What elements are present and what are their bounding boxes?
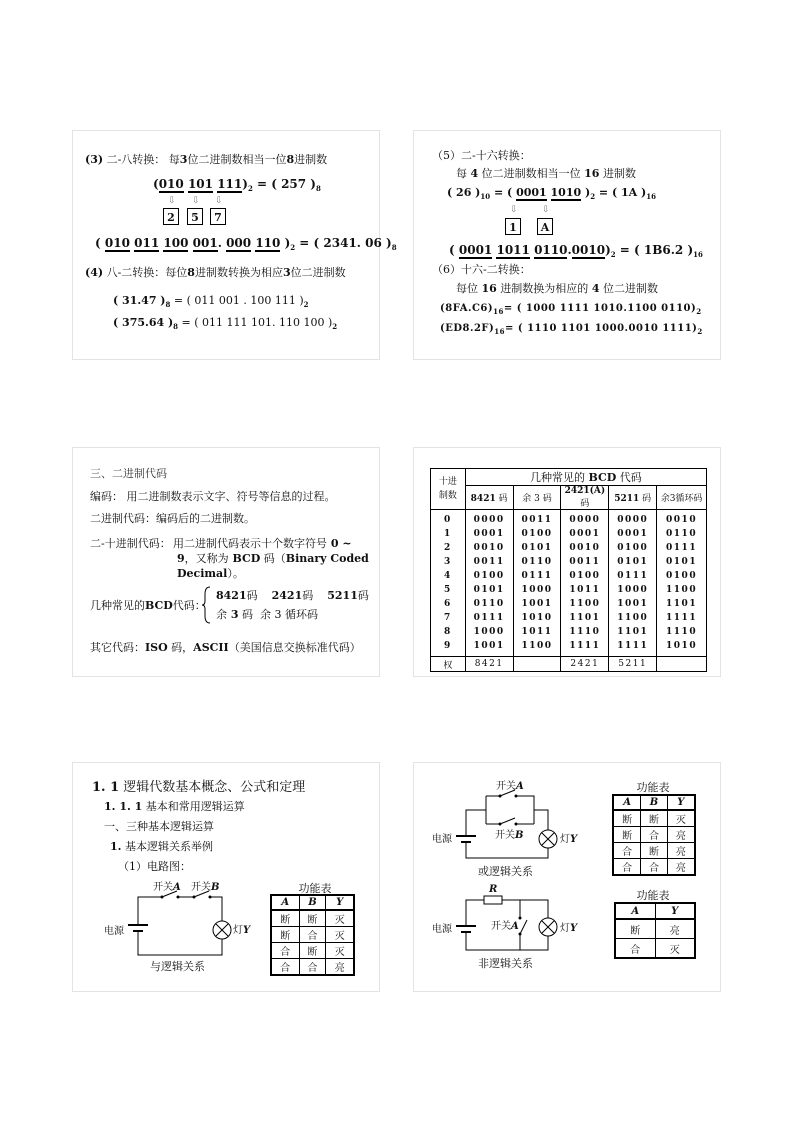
not-table-title: 功能表 [636, 889, 670, 902]
title-number: 1. 1 [92, 780, 120, 795]
switch-label: 开关 [153, 882, 173, 893]
digit: 0 [443, 515, 452, 525]
switch-label: 开关 [491, 921, 511, 932]
code-cell: 1100 [617, 613, 649, 623]
code-cell: 0001 [617, 529, 649, 539]
octal-digit-box: 5 [187, 208, 203, 225]
code-cell: 0010 [569, 543, 601, 553]
head-y: Y [667, 795, 695, 810]
eq2-base-2: 2 [610, 250, 616, 259]
octal-digit-box: 2 [163, 208, 179, 225]
other-sep: 码， [167, 641, 194, 654]
col-header-b: 码 [495, 494, 508, 504]
eq4-base: 16 [494, 327, 506, 336]
digit: 5 [443, 585, 452, 595]
code-cell: 0101 [521, 543, 553, 553]
head-a: A [613, 795, 641, 810]
eq2-group: 001 [192, 236, 218, 250]
or-function-table [612, 794, 696, 876]
item3-title: 二-八转换： [103, 153, 166, 166]
eq2-dot: . [567, 243, 572, 257]
table-row [613, 827, 695, 843]
item4-desc-num: 8 [187, 266, 195, 279]
col-header-a: 余3 [660, 494, 676, 504]
item6-desc-end: 位二进制数 [602, 282, 658, 295]
code-cell: 1010 [521, 613, 553, 623]
eq-close: ) [581, 186, 591, 199]
code-cell: 1000 [617, 585, 649, 595]
eq3-rbase: 2 [303, 300, 309, 309]
eq2-group: 000 [226, 236, 252, 250]
switch-var: A [173, 882, 181, 893]
eq2-dot: . [217, 236, 222, 250]
title-bcd: BCD [588, 471, 617, 484]
eq1-close: ) [242, 177, 248, 191]
switch-var: B [515, 830, 524, 841]
code-cell: 0011 [569, 557, 601, 567]
item4-desc-mid: 进制数转换为相应 [194, 266, 283, 279]
digit: 8 [443, 627, 452, 637]
col-header-b: 码 [639, 494, 652, 504]
or-power-source-label: 电源 [432, 834, 452, 845]
cell: 合 [641, 827, 668, 843]
code-excess3-gray: 余 3 循环码 [259, 608, 318, 621]
col-header-b: 循环码 [675, 494, 703, 504]
cell: 断 [299, 910, 326, 927]
lamp-var: Y [243, 925, 251, 936]
code-cell: 1000 [521, 585, 553, 595]
item3-desc-num: 3 [179, 153, 188, 166]
section-text: 基本逻辑关系举例 [121, 840, 213, 853]
cell: 合 [271, 959, 299, 976]
title-text: 逻辑代数基本概念、公式和定理 [119, 780, 306, 795]
code-cell: 0111 [666, 543, 698, 553]
down-arrow-icon: ⇩ [542, 205, 550, 215]
cell: 合 [641, 859, 668, 876]
code-cell: 0010 [473, 543, 505, 553]
eq3-base: 16 [493, 307, 504, 316]
eq-base-2: 2 [590, 192, 596, 201]
cell: 灭 [667, 810, 695, 827]
item5-desc-a: 每 [456, 167, 467, 180]
table-row [613, 859, 695, 876]
bincode-label: 二进制代码： [90, 512, 156, 525]
eq2-open: ( [95, 236, 101, 250]
item3-desc: 每 [168, 153, 180, 166]
down-arrow-icon: ⇩ [510, 205, 518, 215]
down-arrow-icon: ⇩ [192, 196, 200, 206]
eq2-group: 100 [163, 236, 189, 250]
eq2-group: 1011 [496, 243, 530, 257]
not-power-source-label: 电源 [432, 924, 452, 935]
eq1-group-1: 010 [158, 177, 184, 191]
cell: 合 [615, 939, 655, 959]
cell: 断 [299, 943, 326, 959]
eq-base-16: 16 [646, 192, 656, 201]
cell: 合 [299, 927, 326, 943]
other-iso: ISO [145, 641, 168, 654]
digit: 2 [443, 543, 452, 553]
subtitle-text: 基本和常用逻辑运算 [142, 800, 245, 813]
hex-digit-box: 1 [505, 218, 521, 235]
power-source-label: 电源 [104, 926, 124, 937]
eq2-group: 0001 [458, 243, 493, 257]
section-heading: 三、二进制代码 [90, 467, 167, 480]
eq2-group: 110 [255, 236, 281, 250]
bcd-decimal: Decimal [177, 567, 228, 580]
code-cell: 0000 [569, 515, 601, 525]
eq4-left: (ED8.2F) [440, 323, 495, 334]
cell: 灭 [655, 939, 695, 959]
code-cell: 1000 [473, 627, 505, 637]
code-suffix: 码 [357, 589, 369, 602]
eq3-right: = ( 1000 1111 1010.1100 0110) [503, 303, 697, 314]
digit: 9 [443, 641, 452, 651]
common-label-c: 代码： [172, 599, 206, 612]
bcd-definition-label: 二-十进制代码： [90, 537, 171, 550]
eq4-rbase: 2 [697, 327, 703, 336]
eq3-rbase: 2 [696, 307, 702, 316]
or-switch-a-label [496, 780, 524, 793]
other-label: 其它代码： [90, 641, 145, 654]
cell: 亮 [326, 959, 354, 976]
bcd-also-called: ，又称为 [184, 552, 229, 565]
item6-desc-num: 16 [481, 282, 497, 295]
col-header-a: 2421(A) [564, 486, 606, 496]
item6-desc-mid: 进制数换为相应的 [500, 282, 589, 295]
cell: 断 [641, 843, 668, 859]
eq4-rbase: 2 [332, 322, 338, 331]
switch-label: 开关 [191, 882, 211, 893]
cell: 合 [271, 943, 299, 959]
weight-cell: 2421 [561, 657, 609, 672]
subtitle-number: 1. 1. 1 [104, 800, 143, 813]
eq1-group-2: 101 [187, 177, 213, 191]
code-excess-suffix: 码 [238, 608, 253, 621]
code-cell: 1101 [617, 627, 649, 637]
cell: 断 [271, 910, 299, 927]
cell: 灭 [326, 927, 354, 943]
code-suffix: 码 [302, 589, 314, 602]
title-c: 代码 [616, 471, 642, 484]
lamp-var: Y [570, 923, 578, 934]
table-row [613, 843, 695, 859]
eq2-group: 0010 [571, 243, 606, 257]
item3-desc-mid: 位二进制数相当一位 [187, 153, 287, 166]
cell: 合 [613, 859, 641, 876]
corner-top: 十进 [438, 477, 457, 487]
eq1-base-8: 8 [315, 184, 321, 193]
code-cell: 0101 [666, 557, 698, 567]
cell: 亮 [655, 919, 695, 939]
code-cell: 0011 [521, 515, 553, 525]
eq3-base: 8 [165, 300, 171, 309]
cell: 合 [299, 959, 326, 976]
code-cell: 0110 [521, 557, 553, 567]
bcd-end: ）。 [227, 567, 244, 580]
code-cell: 1111 [617, 641, 649, 651]
eq2-close: ) [284, 236, 291, 250]
code-excess: 余 [216, 608, 227, 621]
switch-var: A [516, 781, 524, 792]
item4-head: (4) [85, 266, 104, 279]
col-header-b: 码 [580, 499, 590, 509]
weight-cell: 8421 [465, 657, 513, 672]
eq-left: ( 26 ) [447, 186, 481, 199]
code-cell: 0100 [617, 543, 649, 553]
eq2-open: ( [449, 243, 455, 257]
head-y: Y [655, 903, 695, 919]
col-header-a: 8421 [470, 494, 496, 504]
code-5211: 5211 [327, 589, 358, 602]
code-cell: 0010 [666, 515, 698, 525]
table-header [615, 903, 695, 919]
cell: 断 [613, 827, 641, 843]
section-basic-ops: 一、三种基本逻辑运算 [104, 820, 214, 833]
code-cell: 1101 [569, 613, 601, 623]
eq4-right: = ( 1110 1101 1000.0010 1111) [505, 323, 698, 334]
eq-group: 0001 [516, 186, 547, 199]
eq2-group: 010 [104, 236, 130, 250]
common-label-a: 几种常见的 [90, 599, 145, 612]
common-label-bcd: BCD [145, 599, 173, 612]
bcd-range: 0 ~ [327, 537, 352, 550]
eq1-result: = ( 257 ) [252, 177, 316, 191]
code-cell: 0101 [617, 557, 649, 567]
table-header [613, 795, 695, 810]
code-cell: 1001 [617, 599, 649, 609]
col-header-b: 3 码 [531, 494, 552, 504]
head-y: Y [326, 895, 354, 910]
code-cell: 0100 [521, 529, 553, 539]
and-caption: 与逻辑关系 [150, 960, 205, 973]
or-switch-b-label [495, 829, 523, 842]
item5-desc-num: 4 [470, 167, 479, 180]
code-cell: 1110 [569, 627, 601, 637]
function-table-title: 功能表 [298, 882, 332, 895]
code-cell: 1111 [666, 613, 698, 623]
weight-cell: 5211 [609, 657, 657, 672]
code-cell: 0111 [473, 613, 505, 623]
code-cell: 0100 [666, 571, 698, 581]
eq2-close: ) [605, 243, 611, 257]
not-switch-label [491, 920, 519, 933]
not-function-table [614, 902, 696, 959]
item6-desc-num2: 4 [591, 282, 600, 295]
cell: 灭 [326, 943, 354, 959]
item4-title: 八-二转换： [103, 266, 166, 279]
head-b: B [299, 895, 326, 910]
cell: 亮 [667, 843, 695, 859]
switch-label: 开关 [496, 781, 516, 792]
or-caption: 或逻辑关系 [478, 865, 533, 878]
digit: 1 [443, 529, 452, 539]
down-arrow-icon: ⇩ [168, 196, 176, 206]
title-a: 几种常见的 [529, 471, 589, 484]
bcd-nine: 9 [177, 552, 185, 565]
digit: 6 [443, 599, 452, 609]
eq2-right: = ( 1B6.2 ) [615, 243, 694, 257]
eq4-right: = ( 011 111 101. 110 100 ) [178, 316, 333, 329]
code-cell: 0100 [569, 571, 601, 581]
eq3-left: (8FA.C6) [440, 303, 494, 314]
table-row [615, 919, 695, 939]
item3-desc-num2: 8 [286, 153, 295, 166]
digit: 3 [443, 557, 452, 567]
head-a: A [615, 903, 655, 919]
lamp-text: 灯 [560, 923, 570, 934]
code-cell: 0001 [569, 529, 601, 539]
code-cell: 1100 [666, 585, 698, 595]
not-lamp-label [560, 922, 577, 935]
code-cell: 0000 [617, 515, 649, 525]
cell: 亮 [667, 859, 695, 876]
eq3-left: ( 31.47 ) [113, 294, 166, 307]
eq3-right: = ( 011 001 . 100 111 ) [170, 294, 304, 307]
digit: 7 [443, 613, 452, 623]
bcd-english: Binary Coded [285, 552, 369, 565]
code-cell: 1010 [666, 641, 698, 651]
other-ascii: ASCII [193, 641, 229, 654]
other-ascii-desc: （美国信息交换标准代码） [228, 641, 361, 654]
eq4-left: ( 375.64 ) [113, 316, 174, 329]
eq2-group: 0110 [534, 243, 568, 257]
item6-title: （6）十六-二转换： [432, 263, 531, 276]
cell: 断 [613, 810, 641, 827]
switch-var: A [511, 921, 519, 932]
eq1-group-3: 111 [217, 177, 243, 191]
not-caption: 非逻辑关系 [478, 957, 533, 970]
code-cell: 1001 [521, 599, 553, 609]
section-num: 1. [110, 840, 122, 853]
resistor-label: R [489, 884, 498, 895]
corner-bottom: 制数 [438, 491, 457, 501]
code-cell: 1100 [569, 599, 601, 609]
code-cell: 0101 [473, 585, 505, 595]
or-lamp-label [560, 833, 577, 846]
item4-desc: 每位 [165, 266, 188, 279]
item5-title: （5）二-十六转换： [432, 149, 531, 162]
eq-base-10: 10 [480, 192, 491, 201]
item4-desc-num2: 3 [282, 266, 291, 279]
col-header-a: 余 [522, 494, 532, 504]
eq-group: 1010 [550, 186, 582, 199]
code-cell: 1110 [666, 627, 698, 637]
section-circuit: （1）电路图： [118, 860, 191, 873]
cell: 断 [641, 810, 668, 827]
eq1-open: ( [153, 177, 159, 191]
eq2-group: 011 [134, 236, 160, 250]
code-cell: 1001 [473, 641, 505, 651]
hex-digit-box: A [537, 218, 553, 235]
code-cell: 0100 [473, 571, 505, 581]
item5-desc-mid: 位二进制数相当一位 [481, 167, 581, 180]
head-a: A [271, 895, 299, 910]
down-arrow-icon: ⇩ [215, 196, 223, 206]
digit: 4 [443, 571, 452, 581]
weight-label: 权 [431, 657, 466, 672]
code-cell: 0000 [473, 515, 505, 525]
coding-label: 编码： [90, 490, 123, 503]
code-cell: 1111 [569, 641, 601, 651]
code-8421: 8421 [216, 589, 247, 602]
item5-desc-num2: 16 [584, 167, 600, 180]
bcd-paren: 码（ [260, 552, 286, 565]
item3-desc-end: 进制数 [294, 153, 328, 166]
item6-desc-a: 每位 [456, 282, 478, 295]
table-row [613, 810, 695, 827]
item5-desc-end: 进制数 [602, 167, 636, 180]
eq-right: = ( 1A ) [595, 186, 647, 199]
cell: 亮 [667, 827, 695, 843]
eq1-base-2: 2 [247, 184, 253, 193]
bcd-text: 用二进制代码表示十个数字符号 [173, 537, 327, 550]
eq-equals: = ( [490, 186, 517, 199]
code-cell: 1011 [569, 585, 601, 595]
table-row [615, 939, 695, 959]
eq2-base-2: 2 [290, 243, 296, 252]
cell: 合 [613, 843, 641, 859]
eq2-base-8: 8 [391, 243, 397, 252]
code-suffix: 码 [246, 589, 258, 602]
eq2-result: = ( 2341. 06 ) [295, 236, 392, 250]
lamp-text: 灯 [560, 834, 570, 845]
switch-var: B [211, 882, 220, 893]
code-excess-num: 3 [227, 608, 239, 621]
eq2-base-16: 16 [693, 250, 703, 259]
code-cell: 0111 [617, 571, 649, 581]
lamp-text: 灯 [233, 925, 243, 936]
code-cell: 1011 [521, 627, 553, 637]
item4-desc-end: 位二进制数 [290, 266, 346, 279]
col-header-a: 5211 [614, 494, 640, 504]
code-cell: 0111 [521, 571, 553, 581]
code-cell: 0110 [473, 599, 505, 609]
octal-digit-box: 7 [210, 208, 226, 225]
cell: 灭 [326, 910, 354, 927]
coding-text: 用二进制数表示文字、符号等信息的过程。 [126, 490, 336, 503]
lamp-var: Y [570, 834, 578, 845]
code-cell: 0001 [473, 529, 505, 539]
or-table-title: 功能表 [636, 781, 670, 794]
code-cell: 1100 [521, 641, 553, 651]
cell: 断 [615, 919, 655, 939]
code-cell: 0011 [473, 557, 505, 567]
head-b: B [641, 795, 668, 810]
code-cell: 1101 [666, 599, 698, 609]
cell: 断 [271, 927, 299, 943]
eq4-base: 8 [173, 322, 179, 331]
switch-label: 开关 [495, 830, 515, 841]
bincode-text: 编码后的二进制数。 [156, 512, 255, 525]
bcd-acronym: BCD [228, 552, 261, 565]
code-cell: 0110 [666, 529, 698, 539]
item3-head: (3) [85, 153, 104, 166]
code-2421: 2421 [271, 589, 303, 602]
